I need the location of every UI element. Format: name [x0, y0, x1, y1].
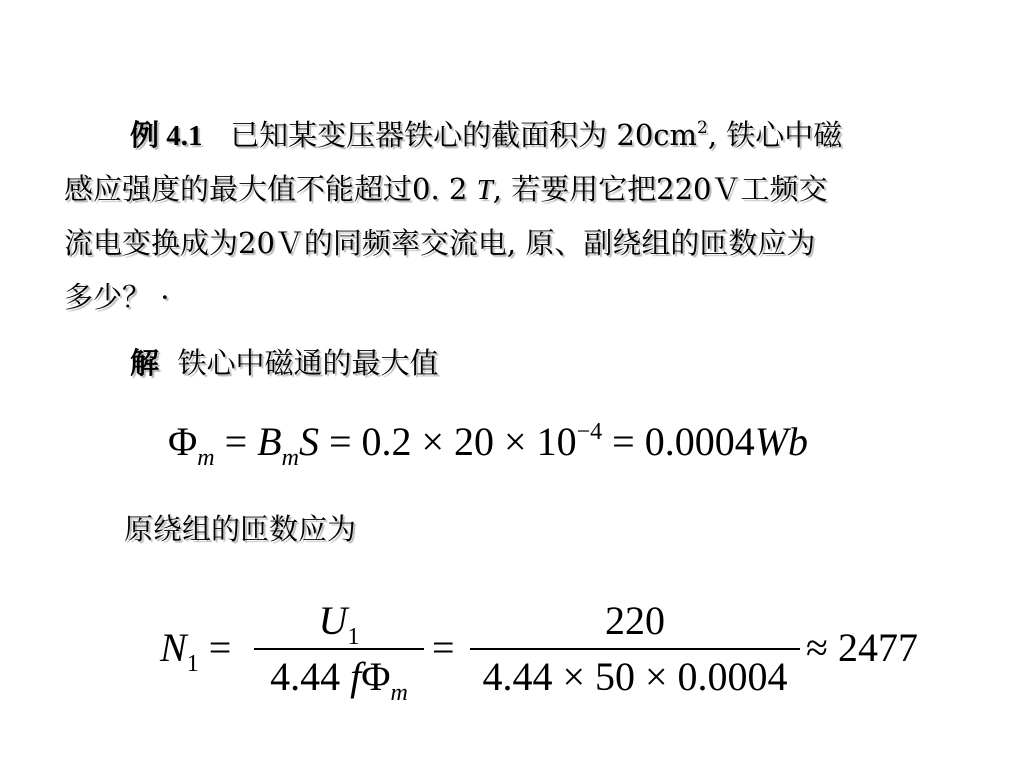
eq2-frac1-bar — [254, 648, 424, 650]
eq1-phi: Φ — [168, 419, 198, 464]
eq1-rhs: = 0.2 × 20 × 10 — [328, 419, 577, 464]
eq1-equals: = — [224, 419, 248, 464]
eq2-approx-result: ≈ 2477 — [806, 625, 918, 670]
eq1-exponent: −4 — [576, 419, 603, 445]
eq2-middle-equals — [432, 626, 455, 670]
eq1-S: S — [298, 419, 319, 464]
eq2-N-sub: 1 — [186, 651, 199, 677]
eq2-lhs — [160, 626, 231, 676]
example-text-2b: , 若要用它把220Ｖ工频交 — [492, 172, 828, 206]
eq2-frac2-denominator: 4.44 × 50 × 0.0004 — [482, 654, 788, 699]
example-text-2-T: T — [476, 174, 493, 206]
eq2-U-sub: 1 — [347, 624, 360, 650]
eq1-B-sub: m — [281, 445, 299, 471]
example-line-4 — [64, 280, 169, 314]
example-line-3 — [64, 226, 815, 260]
equation-magnetic-flux — [168, 420, 808, 470]
example-text-1-tail: , 铁心中磁 — [707, 118, 843, 152]
eq2-den1-f: f — [350, 654, 362, 699]
example-line-1 — [130, 118, 842, 157]
eq2-equals-1: = — [208, 625, 232, 670]
primary-winding-line — [124, 512, 356, 546]
eq2-den1-phi: Φ — [361, 654, 391, 699]
eq2-den1-sub: m — [390, 680, 408, 706]
eq2-fraction-2 — [470, 596, 800, 702]
eq2-N: N — [160, 625, 187, 670]
eq2-frac2-bar — [470, 648, 800, 650]
example-text-3: 流电变换成为20Ｖ的同频率交流电, 原、副绕组的匝数应为 — [64, 226, 816, 260]
eq2-den1-number: 4.44 — [270, 654, 351, 699]
eq2-approx — [806, 626, 918, 670]
solution-label: 解 — [130, 346, 160, 380]
eq2-frac1-denominator — [254, 652, 424, 706]
eq2-fraction-1 — [254, 596, 424, 706]
solution-text: 铁心中磁通的最大值 — [177, 346, 439, 380]
eq1-result: = 0.0004 — [612, 419, 755, 464]
example-superscript: 2 — [697, 118, 708, 138]
eq1-B: B — [257, 419, 282, 464]
example-text-4: 多少？ · — [64, 280, 170, 314]
example-text-2a: 感应强度的最大值不能超过0. 2 — [64, 172, 477, 206]
eq2-frac2-numerator: 220 — [605, 598, 665, 643]
example-text-1: 已知某变压器铁心的截面积为 20cm — [230, 118, 698, 152]
eq2-U: U — [318, 598, 348, 643]
example-line-2 — [64, 172, 828, 207]
eq1-phi-sub: m — [197, 445, 215, 471]
eq1-unit: Wb — [754, 419, 809, 464]
eq2-frac1-numerator — [254, 596, 424, 650]
example-label: 例 4.1 — [130, 120, 203, 152]
eq2-equals-2: = — [432, 625, 455, 670]
primary-winding-text: 原绕组的匝数应为 — [124, 512, 357, 546]
solution-line — [130, 346, 438, 380]
